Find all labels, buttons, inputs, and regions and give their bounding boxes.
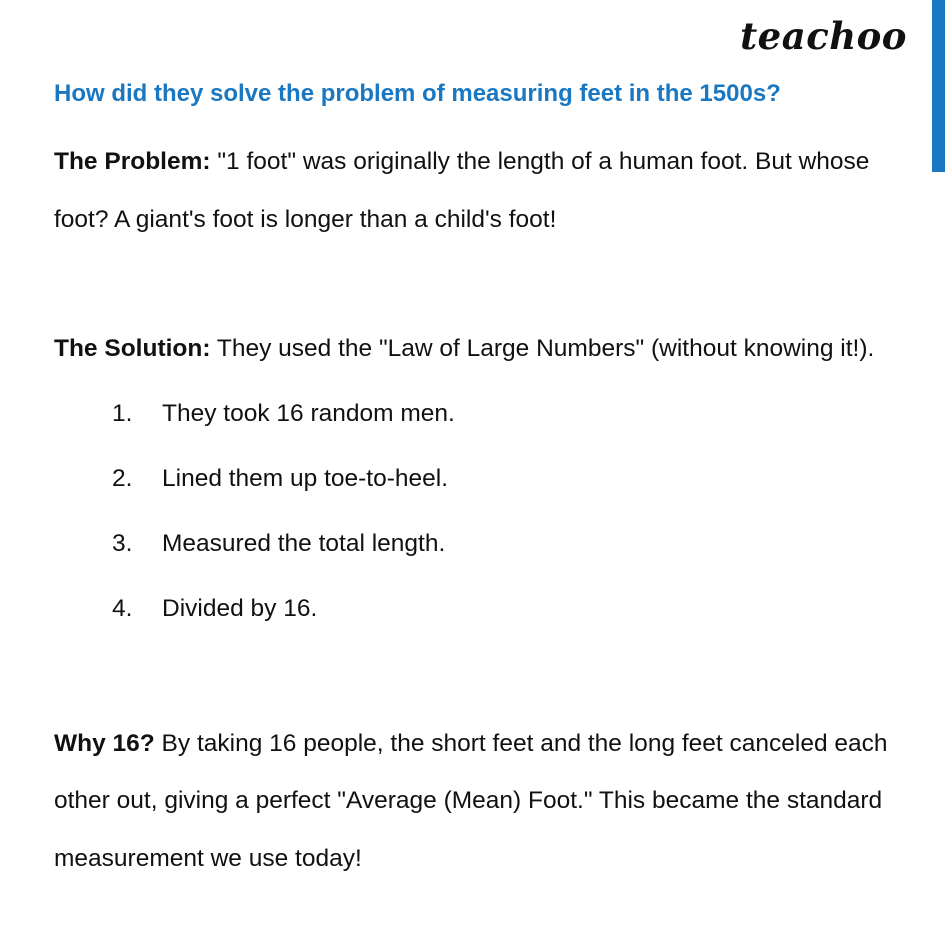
steps-list xyxy=(54,381,914,641)
teachoo-logo: teachoo xyxy=(740,14,907,58)
solution-paragraph xyxy=(54,320,914,378)
why-label: Why 16? xyxy=(54,729,155,757)
content-area xyxy=(54,75,914,887)
why-text: By taking 16 people, the short feet and the long feet canceled each other out, giving a perfect "Average (Mean) Foot." This became the standard measurement we use today! xyxy=(54,729,888,872)
list-item xyxy=(112,381,914,446)
problem-paragraph xyxy=(54,133,914,248)
problem-text: "1 foot" was originally the length of a human foot. But whose foot? A giant's foot is longer than a child's foot! xyxy=(54,148,870,233)
list-item xyxy=(112,446,914,511)
solution-text: They used the "Law of Large Numbers" (without knowing it!). xyxy=(210,335,875,362)
problem-label: The Problem: xyxy=(54,148,211,175)
solution-label: The Solution: xyxy=(54,335,211,362)
list-item xyxy=(112,576,914,641)
spacer xyxy=(54,641,914,715)
step-number: 3. xyxy=(112,529,133,557)
why-paragraph xyxy=(54,715,914,888)
step-text: Measured the total length. xyxy=(162,529,446,557)
spacer xyxy=(54,248,914,320)
step-number: 4. xyxy=(112,594,133,622)
scroll-thumb[interactable] xyxy=(932,0,945,172)
step-number: 2. xyxy=(112,464,133,492)
step-text: Divided by 16. xyxy=(162,594,318,622)
step-text: They took 16 random men. xyxy=(162,399,455,427)
list-item xyxy=(112,511,914,576)
page-heading: How did they solve the problem of measuring feet in the 1500s? xyxy=(54,80,781,107)
scrollbar[interactable] xyxy=(932,0,945,945)
step-text: Lined them up toe-to-heel. xyxy=(162,464,449,492)
step-number: 1. xyxy=(112,399,133,427)
